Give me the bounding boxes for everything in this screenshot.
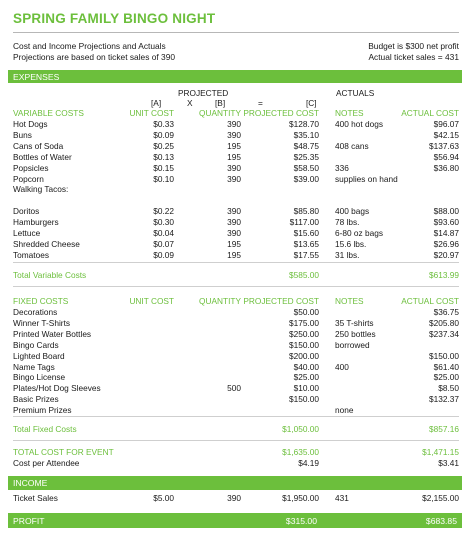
profit-projected: $315.00 xyxy=(285,515,317,526)
ticket-sales-qty: 390 xyxy=(227,493,241,503)
unit-cost-heading: UNIT COST xyxy=(129,108,174,118)
cell-notes: 400 hot dogs xyxy=(335,119,383,129)
cell-label: Lettuce xyxy=(13,228,41,238)
subtitle-left-line2: Projections are based on ticket sales of 390 xyxy=(13,52,176,62)
cell-proj: $25.35 xyxy=(293,151,319,162)
actual-cost-heading: ACTUAL COST xyxy=(401,108,459,118)
table-row xyxy=(13,195,459,205)
cell-unit: $0.07 xyxy=(153,238,174,249)
cell-actual: $150.00 xyxy=(429,350,459,361)
cell-notes: 400 xyxy=(335,361,349,372)
variable-costs-header xyxy=(13,108,459,118)
cell-proj: $40.00 xyxy=(293,361,319,372)
fixed-costs-header xyxy=(13,296,459,306)
per-attendee-label: Cost per Attendee xyxy=(13,458,80,468)
table-row xyxy=(13,141,459,151)
cell-unit: $0.33 xyxy=(153,119,174,129)
col-x-marker: X xyxy=(187,98,193,108)
cell-unit: $0.15 xyxy=(153,162,174,173)
cell-actual: $26.96 xyxy=(433,238,459,249)
cell-notes: 35 T-shirts xyxy=(335,317,374,328)
col-b-marker: [B] xyxy=(215,98,226,108)
cell-notes: none xyxy=(335,405,354,416)
ticket-sales-notes: 431 xyxy=(335,493,349,503)
cell-unit: $0.13 xyxy=(153,151,174,162)
table-row xyxy=(13,152,459,162)
quantity-heading: QUANTITY xyxy=(199,296,241,306)
cell-label: Name Tags xyxy=(13,361,55,372)
cell-actual: $237.34 xyxy=(429,328,459,339)
cell-unit: $0.30 xyxy=(153,217,174,228)
profit-band xyxy=(8,513,462,528)
cell-actual: $137.63 xyxy=(429,140,459,151)
projected-cost-heading: PROJECTED COST xyxy=(243,108,319,118)
cell-actual: $61.40 xyxy=(433,361,459,372)
expenses-band xyxy=(8,70,462,83)
table-row xyxy=(13,372,459,382)
actual-cost-heading: ACTUAL COST xyxy=(401,296,459,306)
cell-label: Hot Dogs xyxy=(13,119,48,129)
cell-unit: $0.10 xyxy=(153,173,174,184)
cell-notes: 6-80 oz bags xyxy=(335,228,383,238)
table-row xyxy=(13,351,459,361)
cell-proj: $117.00 xyxy=(289,217,319,228)
ticket-sales-label: Ticket Sales xyxy=(13,493,58,503)
cell-proj: $35.10 xyxy=(293,129,319,140)
table-row xyxy=(13,329,459,339)
cell-qty: 390 xyxy=(227,162,241,173)
ticket-sales-projected: $1,950.00 xyxy=(282,493,319,503)
col-a-marker: [A] xyxy=(151,98,162,108)
total-fixed-label: Total Fixed Costs xyxy=(13,424,77,434)
cell-actual: $25.00 xyxy=(433,372,459,383)
cell-label: Walking Tacos: xyxy=(13,184,69,195)
table-row xyxy=(13,340,459,350)
cell-label: Hamburgers xyxy=(13,217,59,228)
cell-proj: $39.00 xyxy=(293,173,319,184)
cell-proj: $50.00 xyxy=(293,307,319,317)
projected-header: PROJECTED xyxy=(178,88,229,98)
cell-qty: 390 xyxy=(227,119,241,129)
total-variable-label: Total Variable Costs xyxy=(13,270,87,280)
cell-proj: $10.00 xyxy=(293,383,319,394)
cell-qty: 390 xyxy=(227,228,241,238)
cell-actual: $93.60 xyxy=(433,217,459,228)
divider xyxy=(13,286,459,287)
cell-qty: 195 xyxy=(227,249,241,260)
cell-actual: $14.87 xyxy=(433,228,459,238)
cell-label: Bingo Cards xyxy=(13,339,59,350)
table-row xyxy=(13,239,459,249)
table-row xyxy=(13,383,459,393)
title-divider xyxy=(13,32,459,33)
event-total-actual: $1,471.15 xyxy=(422,447,459,457)
cell-unit: $0.09 xyxy=(153,249,174,260)
table-row xyxy=(13,362,459,372)
cell-proj: $175.00 xyxy=(289,317,319,328)
cell-actual: $8.50 xyxy=(438,383,459,394)
table-row xyxy=(13,174,459,184)
cell-proj: $48.75 xyxy=(293,140,319,151)
notes-heading: NOTES xyxy=(335,296,364,306)
cell-actual: $36.80 xyxy=(433,162,459,173)
event-total-label: TOTAL COST FOR EVENT xyxy=(13,447,114,457)
cell-proj: $15.60 xyxy=(293,228,319,238)
total-fixed-actual: $857.16 xyxy=(429,424,459,434)
variable-costs-title: VARIABLE COSTS xyxy=(13,108,84,118)
cell-label: Premium Prizes xyxy=(13,405,72,416)
cell-label: Winner T-Shirts xyxy=(13,317,71,328)
page-title: SPRING FAMILY BINGO NIGHT xyxy=(13,11,216,26)
per-attendee-projected: $4.19 xyxy=(298,458,319,468)
cell-notes: 408 cans xyxy=(335,140,369,151)
profit-actual: $683.85 xyxy=(425,515,457,526)
subtitle-left xyxy=(13,41,175,63)
cell-proj: $85.80 xyxy=(293,206,319,217)
divider xyxy=(13,262,459,263)
divider xyxy=(13,416,459,417)
table-row xyxy=(13,318,459,328)
cell-label: Shredded Cheese xyxy=(13,238,80,249)
cell-notes: 31 lbs. xyxy=(335,249,360,260)
fixed-costs-title: FIXED COSTS xyxy=(13,296,69,306)
total-variable-actual: $613.99 xyxy=(429,270,459,280)
cell-proj: $250.00 xyxy=(289,328,319,339)
cell-notes: 336 xyxy=(335,162,349,173)
cell-label: Popsicles xyxy=(13,162,49,173)
cell-qty: 390 xyxy=(227,206,241,217)
cell-label: Lighted Board xyxy=(13,350,65,361)
event-total-row xyxy=(13,447,459,457)
income-band-label: INCOME xyxy=(13,478,48,488)
cell-label: Printed Water Bottles xyxy=(13,328,92,339)
actuals-header: ACTUALS xyxy=(336,88,375,98)
cell-proj: $128.70 xyxy=(289,119,319,129)
cell-label: Tomatoes xyxy=(13,249,49,260)
table-row xyxy=(13,206,459,216)
table-row xyxy=(13,163,459,173)
cell-unit: $0.04 xyxy=(153,228,174,238)
total-fixed-row xyxy=(13,424,459,434)
cell-actual: $56.94 xyxy=(433,151,459,162)
unit-cost-heading: UNIT COST xyxy=(129,296,174,306)
cell-qty: 390 xyxy=(227,173,241,184)
cell-notes: 250 bottles xyxy=(335,328,376,339)
cell-notes: 400 bags xyxy=(335,206,370,217)
cell-unit: $0.25 xyxy=(153,140,174,151)
cell-label: Doritos xyxy=(13,206,40,217)
cell-label: Cans of Soda xyxy=(13,140,64,151)
event-total-projected: $1,635.00 xyxy=(282,447,319,457)
cell-actual: $20.97 xyxy=(433,249,459,260)
subtitle-right xyxy=(368,41,459,63)
subtitle-left-line1: Cost and Income Projections and Actuals xyxy=(13,41,166,51)
ticket-sales-actual: $2,155.00 xyxy=(422,493,459,503)
profit-label: PROFIT xyxy=(13,515,45,526)
col-c-marker: [C] xyxy=(306,98,317,108)
total-variable-projected: $585.00 xyxy=(289,270,319,280)
cell-proj: $58.50 xyxy=(293,162,319,173)
expenses-band-label: EXPENSES xyxy=(13,71,60,82)
cell-qty: 195 xyxy=(227,151,241,162)
cell-label: Popcorn xyxy=(13,173,44,184)
cell-notes: borrowed xyxy=(335,339,370,350)
cell-notes: supplies on hand xyxy=(335,173,398,184)
divider xyxy=(13,440,459,441)
cell-label: Plates/Hot Dog Sleeves xyxy=(13,383,101,394)
cell-actual: $36.75 xyxy=(433,307,459,317)
cell-proj: $150.00 xyxy=(289,394,319,405)
cell-unit: $0.09 xyxy=(153,129,174,140)
table-row xyxy=(13,217,459,227)
cell-proj: $200.00 xyxy=(289,350,319,361)
cell-label: Decorations xyxy=(13,307,58,317)
total-variable-row xyxy=(13,270,459,280)
total-fixed-projected: $1,050.00 xyxy=(282,424,319,434)
cell-actual: $132.37 xyxy=(429,394,459,405)
cell-label: Buns xyxy=(13,129,32,140)
table-row xyxy=(13,184,459,194)
quantity-heading: QUANTITY xyxy=(199,108,241,118)
cell-actual: $96.07 xyxy=(433,119,459,129)
cell-proj: $13.65 xyxy=(293,238,319,249)
notes-heading: NOTES xyxy=(335,108,364,118)
cell-actual: $88.00 xyxy=(433,206,459,217)
projected-cost-heading: PROJECTED COST xyxy=(243,296,319,306)
cell-label: Bingo License xyxy=(13,372,66,383)
table-row xyxy=(13,130,459,140)
cell-notes: 78 lbs. xyxy=(335,217,360,228)
table-row xyxy=(13,119,459,129)
per-attendee-actual: $3.41 xyxy=(438,458,459,468)
cell-qty: 500 xyxy=(227,383,241,394)
cell-unit: $0.22 xyxy=(153,206,174,217)
income-band xyxy=(8,476,462,490)
table-row xyxy=(13,228,459,238)
cell-label: Bottles of Water xyxy=(13,151,72,162)
cell-proj: $150.00 xyxy=(289,339,319,350)
cell-proj: $25.00 xyxy=(293,372,319,383)
cell-actual: $42.15 xyxy=(433,129,459,140)
cell-proj: $17.55 xyxy=(293,249,319,260)
table-row xyxy=(13,405,459,415)
cell-notes: 15.6 lbs. xyxy=(335,238,367,249)
cell-qty: 195 xyxy=(227,140,241,151)
table-row xyxy=(13,307,459,317)
per-attendee-row xyxy=(13,458,459,468)
col-eq-marker: = xyxy=(258,98,263,108)
cell-label: Basic Prizes xyxy=(13,394,59,405)
cell-qty: 195 xyxy=(227,238,241,249)
ticket-sales-row xyxy=(13,493,459,503)
table-row xyxy=(13,250,459,260)
subtitle-right-line2: Actual ticket sales = 431 xyxy=(368,52,459,62)
cell-actual: $205.80 xyxy=(429,317,459,328)
cell-qty: 390 xyxy=(227,217,241,228)
table-row xyxy=(13,394,459,404)
subtitle-right-line1: Budget is $300 net profit xyxy=(368,41,459,51)
cell-qty: 390 xyxy=(227,129,241,140)
ticket-sales-unit: $5.00 xyxy=(153,493,174,503)
